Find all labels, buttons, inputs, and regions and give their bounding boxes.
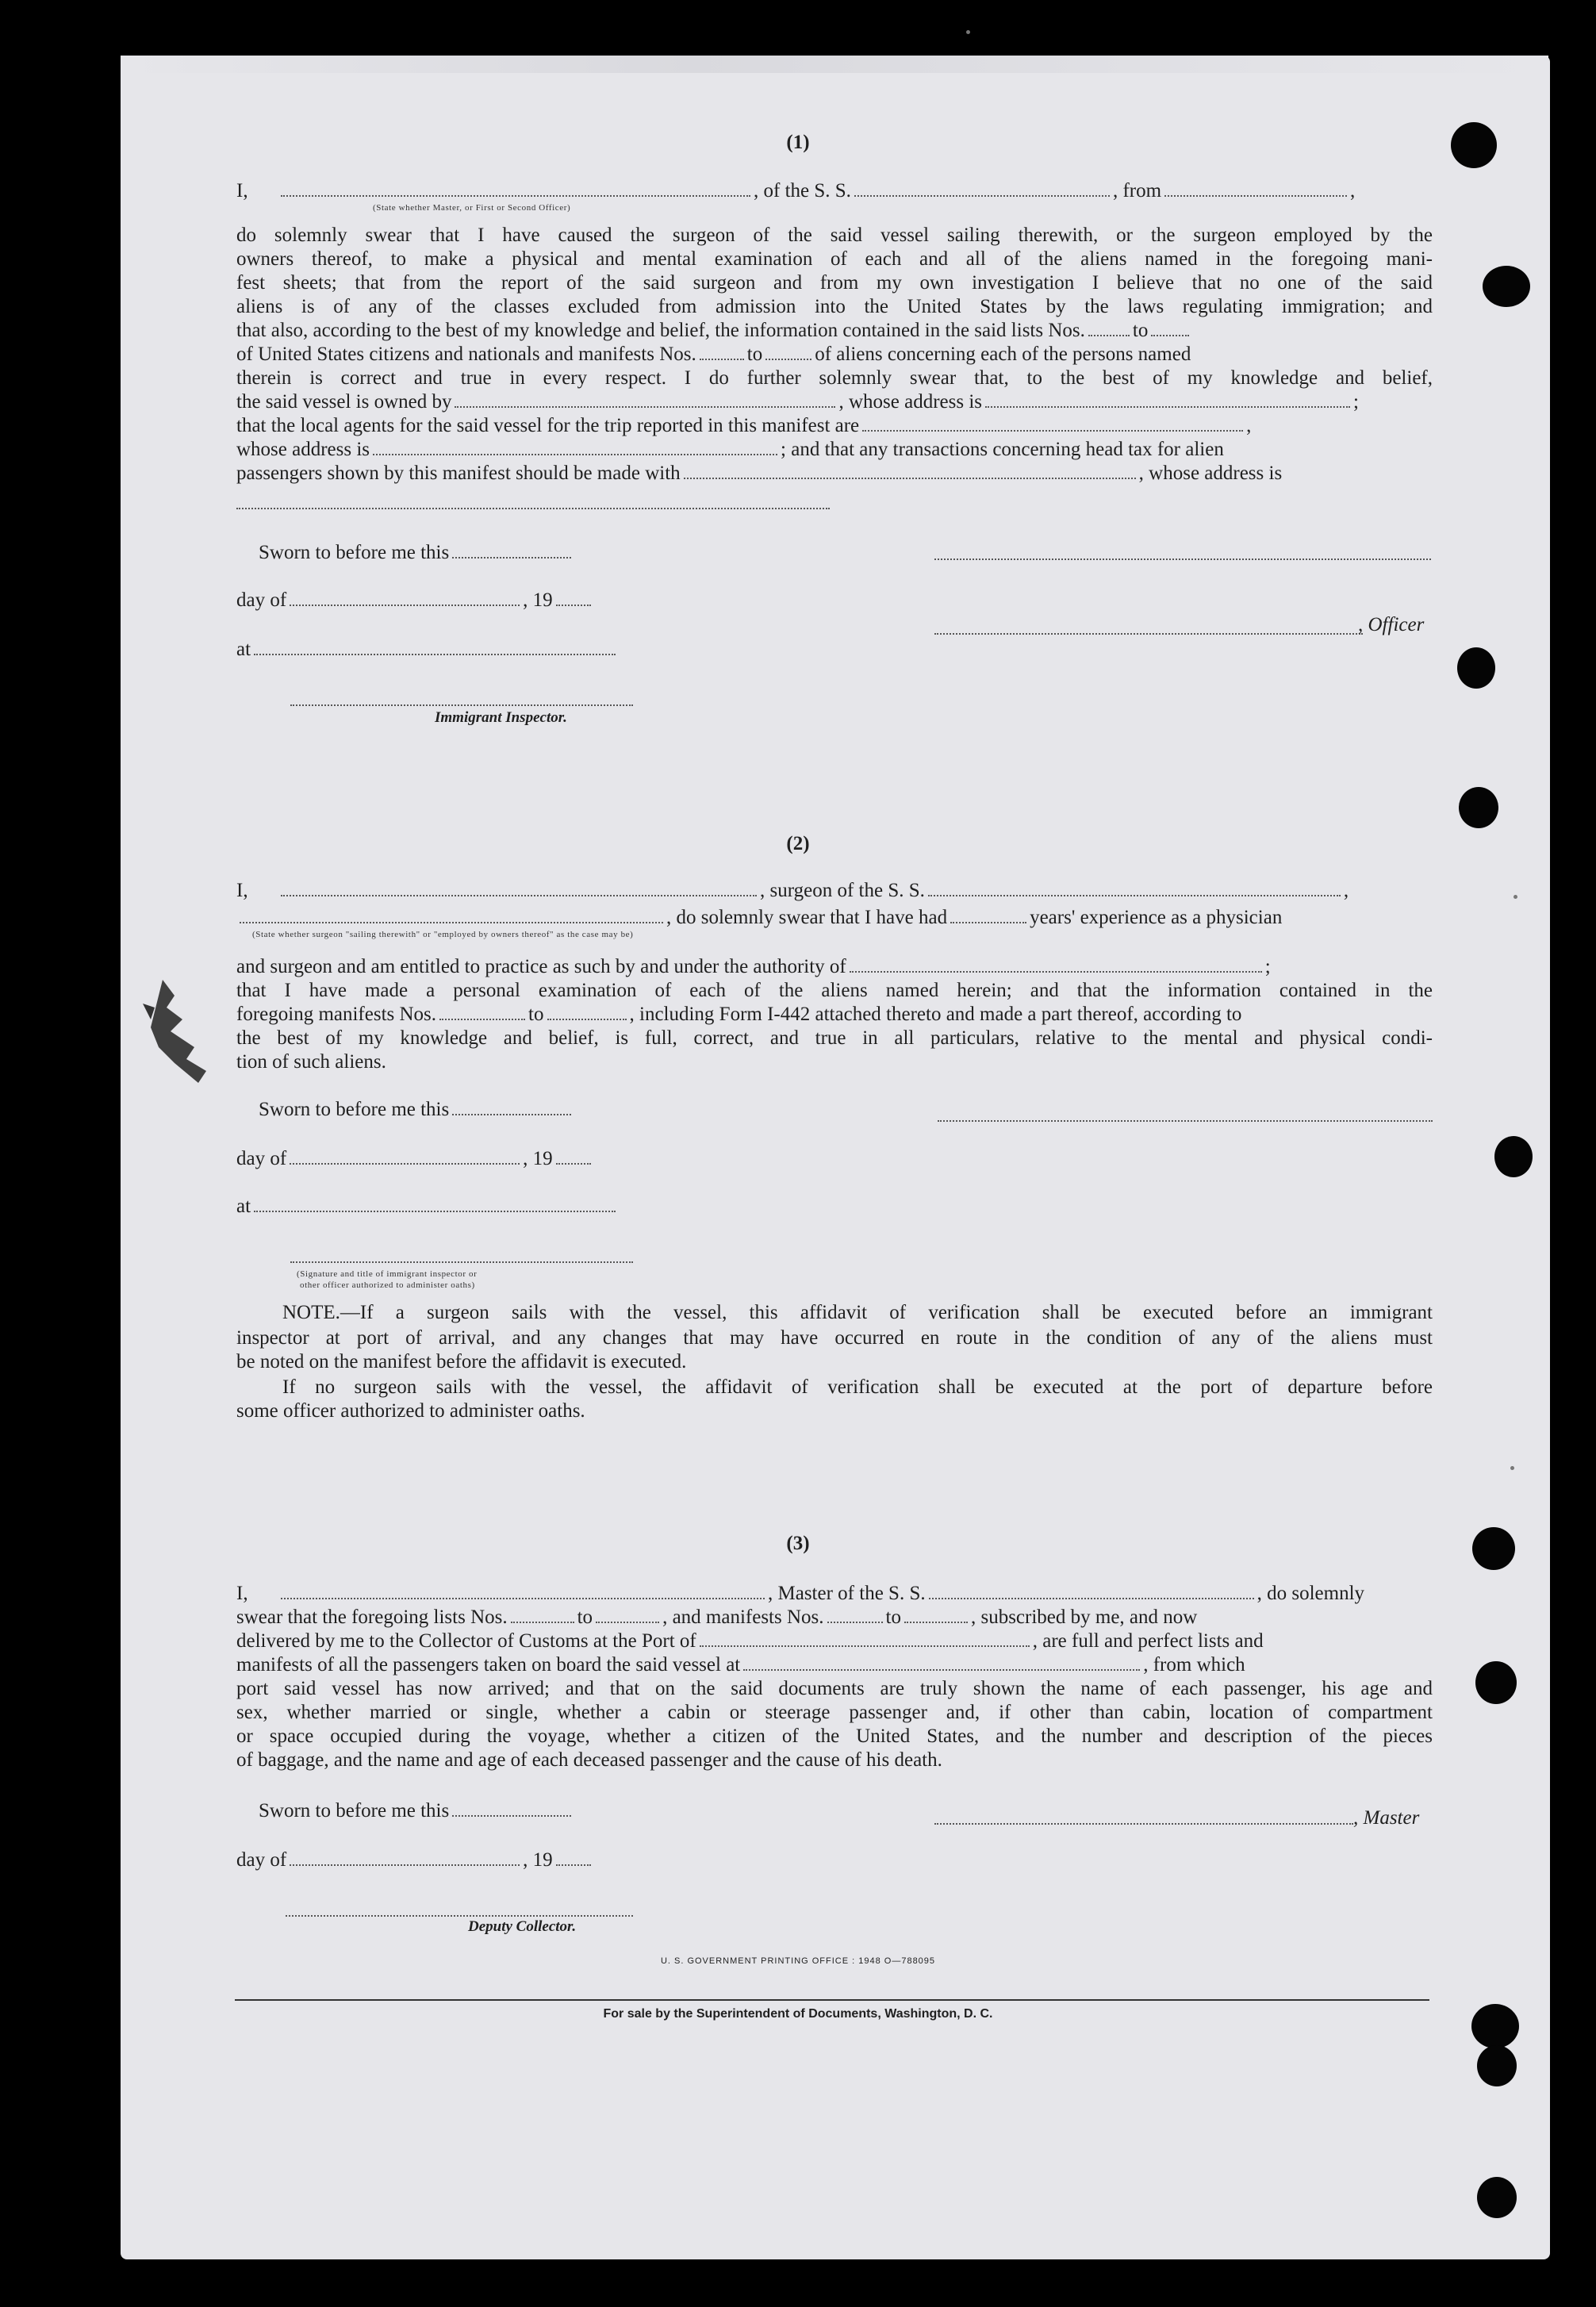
at-line-2: at [236, 1195, 633, 1219]
day-of-field-2[interactable] [290, 1147, 520, 1165]
manifest-from-field[interactable] [700, 343, 744, 360]
section-2-text: that I have made a personal examination of each of the aliens named herein; and that the information contained in the [236, 980, 1433, 1001]
section-2-text: tion of such aliens. [236, 1051, 386, 1073]
lists-from-field[interactable] [511, 1606, 574, 1623]
punch-hole [1477, 2045, 1517, 2086]
footer-rule [235, 1999, 1429, 2001]
surgeon-name-field[interactable] [281, 879, 757, 896]
section-3-number: (3) [786, 1533, 810, 1554]
master-name-field[interactable] [281, 1582, 765, 1599]
section-2-note: (State whether surgeon "sailing therewith" or "employed by owners thereof" as the case may be) [252, 930, 634, 939]
section-1-line-9: the said vessel is owned by , whose address is ; [236, 391, 1359, 413]
section-2-line-3: and surgeon and am entitled to practice as such by and under the authority of ; [236, 956, 1271, 977]
section-3-text: or space occupied during the voyage, whether a citizen of the United States, and the number and description of the pieces [236, 1725, 1433, 1747]
master-vessel-field[interactable] [929, 1582, 1254, 1599]
section-3-line-4: manifests of all the passengers taken on board the said vessel at , from which [236, 1654, 1245, 1676]
deputy-signature-field[interactable] [286, 1914, 633, 1917]
section-1-line-7: of United States citizens and nationals and manifests Nos. to of aliens concerning each of the persons named [236, 344, 1191, 365]
year-field-3[interactable] [556, 1848, 591, 1866]
surgeon-status-field[interactable] [240, 906, 663, 923]
administrator-signature-field[interactable] [290, 1260, 633, 1263]
paper-speck [966, 30, 970, 34]
punch-hole [1494, 1136, 1533, 1177]
section-3-text: sex, whether married or single, whether a cabin or steerage passenger and, if other than cabin, location of compartment [236, 1702, 1433, 1723]
sworn-day-field-2[interactable] [452, 1098, 571, 1115]
note-text: If no surgeon sails with the vessel, the affidavit of verification shall be executed at the port of departure before [282, 1376, 1433, 1398]
sworn-line-3: Sworn to before me this [259, 1799, 655, 1823]
punch-hole [1457, 647, 1495, 689]
section-2-text: the best of my knowledge and belief, is full, correct, and true in all particulars, relative to the mental and physical condi- [236, 1027, 1433, 1049]
punch-hole [1483, 266, 1530, 307]
surgeon-signature-field[interactable] [938, 1119, 1433, 1122]
manifest-from-field-2[interactable] [439, 1003, 525, 1020]
note-text: inspector at port of arrival, and any changes that may have occurred en route in the condition of any of the aliens must [236, 1327, 1433, 1349]
manifest-to-field[interactable] [765, 343, 811, 360]
at-place-field[interactable] [254, 638, 616, 655]
day-of-line: day of , 19 [236, 589, 633, 612]
officer-signature-field[interactable] [934, 557, 1431, 560]
section-1-note: (State whether Master, or First or Second Officer) [373, 203, 571, 213]
at-line: at [236, 638, 633, 662]
note-text: some officer authorized to administer oaths. [236, 1400, 585, 1422]
year-field[interactable] [556, 589, 591, 606]
from-port-field[interactable] [1164, 179, 1347, 197]
officer-name-field[interactable] [281, 179, 750, 197]
day-of-line-2: day of , 19 [236, 1147, 633, 1171]
day-of-line-3: day of , 19 [236, 1848, 633, 1872]
deputy-caption: Deputy Collector. [468, 1918, 577, 1935]
officer-title-field[interactable] [934, 631, 1363, 635]
note-text: NOTE.—If a surgeon sails with the vessel, this affidavit of verification shall be executed before an immigrant [282, 1302, 1433, 1323]
local-agents-field[interactable] [862, 414, 1243, 432]
sig-note: (Signature and title of immigrant inspector or [297, 1269, 478, 1279]
section-1-text: do solemnly swear that I have caused the surgeon of the said vessel sailing therewith, or the surgeon employed by the [236, 225, 1433, 246]
manifests-from-field[interactable] [827, 1606, 883, 1623]
sworn-line-2: Sworn to before me this [259, 1098, 655, 1122]
section-2-line-5: foregoing manifests Nos. to , including Form I-442 attached thereto and made a part thereof, according to [236, 1004, 1242, 1025]
note-text: be noted on the manifest before the affidavit is executed. [236, 1351, 687, 1372]
section-1-line-10: that the local agents for the said vessel for the trip reported in this manifest are , [236, 415, 1252, 436]
section-1-number: (1) [786, 132, 810, 153]
punch-hole [1475, 1661, 1517, 1704]
departure-port-field[interactable] [743, 1653, 1140, 1671]
inspector-caption: Immigrant Inspector. [435, 709, 567, 726]
port-field[interactable] [700, 1629, 1030, 1647]
surgeon-vessel-field[interactable] [928, 879, 1341, 896]
at-place-field-2[interactable] [254, 1195, 616, 1212]
years-field[interactable] [950, 906, 1026, 923]
manifest-to-field-2[interactable] [547, 1003, 627, 1020]
owner-field[interactable] [455, 390, 835, 408]
section-1-text: fest sheets; that from the report of the said surgeon and from my own investigation I believe that no one of the said [236, 272, 1433, 294]
paper-speck [1510, 1466, 1514, 1470]
sworn-day-field-3[interactable] [452, 1799, 571, 1817]
section-3-text: of baggage, and the name and age of each deceased passenger and the cause of his death. [236, 1749, 942, 1771]
paper-speck [1514, 895, 1517, 899]
section-2-line-1: I, , surgeon of the S. S. , [236, 880, 1349, 901]
section-1-line-12: passengers shown by this manifest should be made with , whose address is [236, 463, 1283, 484]
year-field-2[interactable] [556, 1147, 591, 1165]
vessel-name-field[interactable] [854, 179, 1110, 197]
section-1-text: owners thereof, to make a physical and mental examination of each and all of the aliens named in the foregoing mani- [236, 248, 1433, 270]
master-signature-field[interactable] [934, 1821, 1353, 1825]
list-from-field[interactable] [1088, 319, 1130, 336]
owner-address-field[interactable] [985, 390, 1350, 408]
punch-hole [1459, 787, 1498, 828]
lists-to-field[interactable] [596, 1606, 659, 1623]
head-tax-contact-field[interactable] [684, 462, 1136, 479]
sworn-day-field[interactable] [452, 541, 571, 559]
section-1-line-6: that also, according to the best of my knowledge and belief, the information contained in the said lists Nos. to [236, 319, 1433, 343]
page-top-edge [121, 56, 1548, 73]
section-3-line-2: swear that the foregoing lists Nos. to , and manifests Nos. to , subscribed by me, and now [236, 1606, 1198, 1628]
authority-field[interactable] [850, 955, 1262, 973]
section-1-text: aliens is of any of the classes excluded from admission into the United States by the laws regulating immigration; and [236, 296, 1433, 317]
section-3-text: port said vessel has now arrived; and that on the said documents are truly shown the name of each passenger, his age and [236, 1678, 1433, 1699]
officer-label: , Officer [1358, 614, 1425, 635]
agent-address-field[interactable] [373, 438, 777, 455]
section-1-line-1: I, , of the S. S. , from , [236, 180, 1356, 202]
printing-office-imprint: U. S. GOVERNMENT PRINTING OFFICE : 1948 O—788095 [660, 1956, 936, 1966]
punch-hole [1477, 2177, 1517, 2218]
footer-text: For sale by the Superintendent of Documents, Washington, D. C. [603, 2007, 993, 2021]
manifests-to-field[interactable] [904, 1606, 968, 1623]
head-tax-address-field[interactable] [236, 506, 830, 509]
section-3-line-1: I, , Master of the S. S. , do solemnly [236, 1583, 1365, 1604]
sig-note: other officer authorized to administer oaths) [300, 1280, 475, 1290]
master-label: , Master [1353, 1807, 1420, 1829]
ink-smudge [127, 972, 230, 1091]
section-2-number: (2) [786, 833, 810, 854]
inspector-signature-field[interactable] [290, 703, 633, 706]
day-of-field[interactable] [290, 589, 520, 606]
list-to-field[interactable] [1151, 319, 1189, 336]
section-2-line-2: , do solemnly swear that I have had years' experience as a physician [236, 906, 1433, 930]
section-1-line-11: whose address is ; and that any transactions concerning head tax for alien [236, 439, 1224, 460]
sworn-line: Sworn to before me this [259, 541, 655, 565]
day-of-field-3[interactable] [290, 1848, 520, 1866]
section-1-text: therein is correct and true in every respect. I do further solemnly swear that, to the best of my knowledge and belief, [236, 367, 1433, 389]
section-3-line-3: delivered by me to the Collector of Customs at the Port of , are full and perfect lists and [236, 1630, 1264, 1652]
